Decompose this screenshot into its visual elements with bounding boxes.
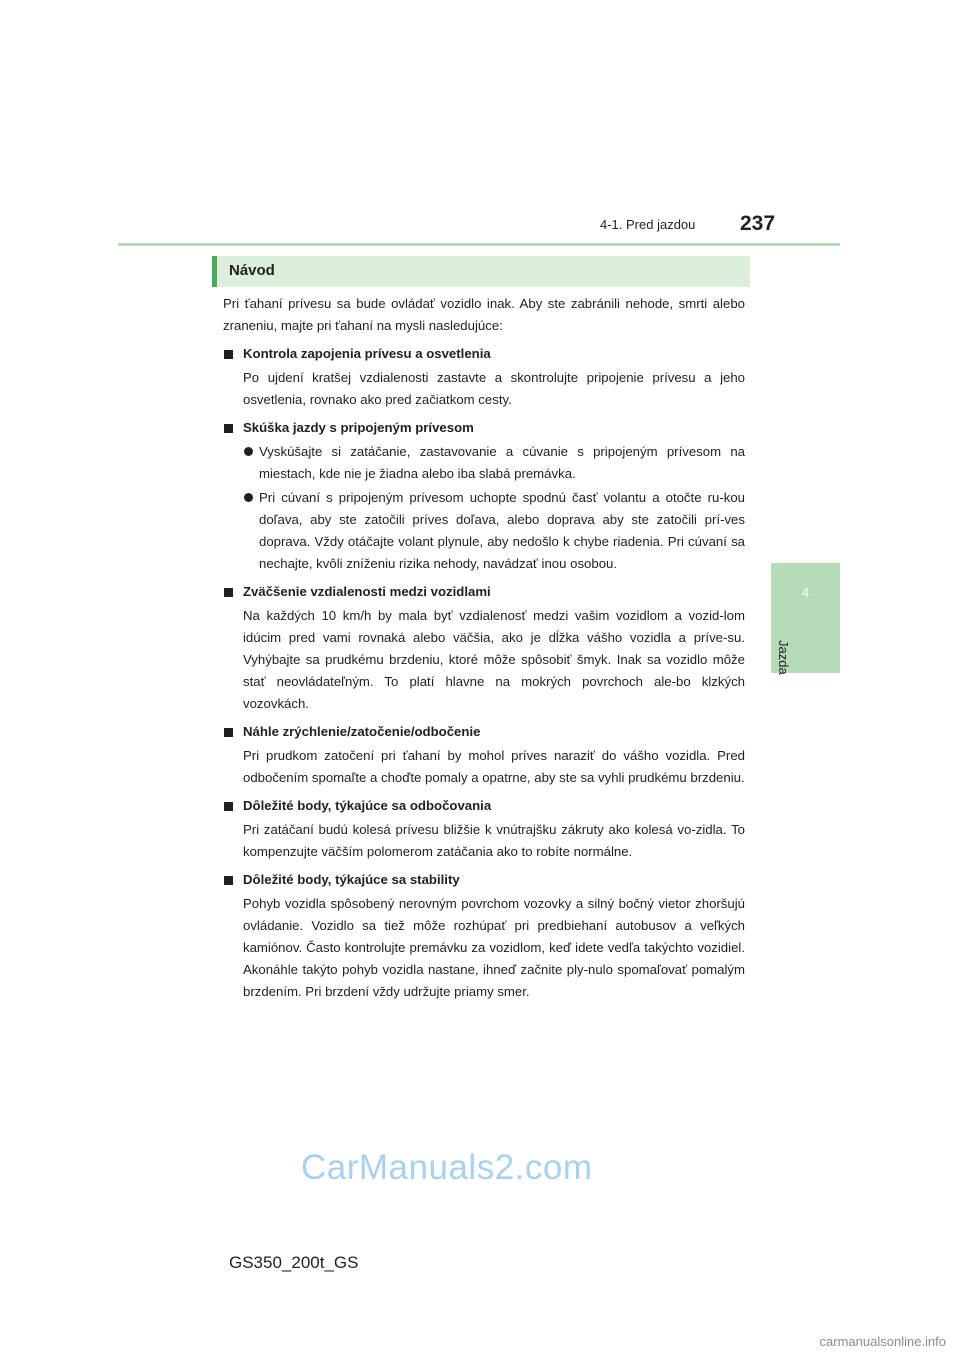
- section-title: Dôležité body, týkajúce sa odbočovania: [243, 798, 492, 813]
- navod-title: Návod: [229, 262, 275, 279]
- section-text: Pri zatáčaní budú kolesá prívesu bližšie k vnútrajšku zákruty ako kolesá vo-zidla. To kompenzujte väčším polomerom zatáčania ako to robíte normálne.: [243, 822, 745, 859]
- page-number: 237: [740, 212, 776, 235]
- navod-box: [212, 256, 750, 287]
- square-bullet-icon: [224, 802, 233, 811]
- round-bullet-icon: [244, 447, 253, 456]
- intro-paragraph: Pri ťahaní prívesu sa bude ovládať vozidlo inak. Aby ste zabránili nehode, smrti alebo zraneniu, majte pri ťahaní na mysli nasledujúce:: [223, 296, 745, 333]
- section-heading: [223, 721, 745, 743]
- bullet-item: [223, 487, 745, 575]
- header-rule: [118, 243, 840, 246]
- watermark-center: CarManuals2.com: [301, 1148, 593, 1187]
- content: [223, 293, 745, 1003]
- header-section-title: 4-1. Pred jazdou: [600, 217, 696, 232]
- section-text: Na každých 10 km/h by mala byť vzdialenosť medzi vašim vozidlom a vozid-lom idúcim pred vami rovnaká alebo väčšia, ako je dĺžka vášho vozidla a príve-su. Vyhýbajte sa prudkému brzdeniu, ktoré môže spôsobiť šmyk. Inak sa vozidlo môže stať neovládateľným. To platí hlavne na mokrých povrchoch ale-bo klzkých vozovkách.: [243, 608, 745, 711]
- section-heading: [223, 869, 745, 891]
- square-bullet-icon: [224, 876, 233, 885]
- square-bullet-icon: [224, 350, 233, 359]
- bullet-item: [223, 441, 745, 485]
- section-title: Kontrola zapojenia prívesu a osvetlenia: [243, 346, 491, 361]
- round-bullet-icon: [244, 493, 253, 502]
- bullet-text: Vyskúšajte si zatáčanie, zastavovanie a cúvanie s pripojeným prívesom na miestach, kde nie je žiadna alebo iba slabá premávka.: [259, 444, 745, 481]
- square-bullet-icon: [224, 588, 233, 597]
- footer-model: GS350_200t_GS: [229, 1253, 359, 1272]
- section-title: Dôležité body, týkajúce sa stability: [243, 872, 460, 887]
- section-heading: [223, 581, 745, 603]
- section-title: Náhle zrýchlenie/zatočenie/odbočenie: [243, 724, 481, 739]
- bullet-text: Pri cúvaní s pripojeným prívesom uchopte spodnú časť volantu a otočte ru-kou doľava, aby ste zatočili príves doľava, alebo doprava aby ste zatočili prí-ves doprava. Vždy otáčajte volant plynule, aby nedošlo k chybe riadenia. Pri cúvaní sa nechajte, kvôli zníženiu rizika nehody, navádzať inou osobou.: [259, 490, 745, 571]
- section-title: Skúška jazdy s pripojeným prívesom: [243, 420, 474, 435]
- square-bullet-icon: [224, 424, 233, 433]
- section-text: Pohyb vozidla spôsobený nerovným povrchom vozovky a silný bočný vietor zhoršujú ovládanie. Vozidlo sa tiež môže rozhúpať pri predbiehaní autobusov a veľkých kamiónov. Často kontrolujte premávku za vozidlom, keď idete vedľa takýchto vozidiel. Akonáhle takýto pohyb vozidla nastane, ihneď začnite ply-nulo spomaľovať pomalým brzdením. Pri brzdení vždy udržujte priamy smer.: [243, 896, 745, 999]
- square-bullet-icon: [224, 728, 233, 737]
- chapter-label: Jazda: [776, 640, 791, 675]
- chapter-number: 4: [801, 585, 810, 600]
- section-heading: [223, 343, 745, 365]
- section-text: Pri prudkom zatočení pri ťahaní by mohol príves naraziť do vášho vozidla. Pred odbočením spomaľte a choďte pomaly a opatrne, aby ste sa vyhli prudkému brzdeniu.: [243, 748, 745, 785]
- section-title: Zväčšenie vzdialenosti medzi vozidlami: [243, 584, 491, 599]
- section-heading: [223, 795, 745, 817]
- watermark-corner: carmanualsonline.info: [819, 1334, 946, 1349]
- section-text: Po ujdení kratšej vzdialenosti zastavte a skontrolujte pripojenie prívesu a jeho osvetlenia, rovnako ako pred začiatkom cesty.: [243, 370, 745, 407]
- section-heading: [223, 417, 745, 439]
